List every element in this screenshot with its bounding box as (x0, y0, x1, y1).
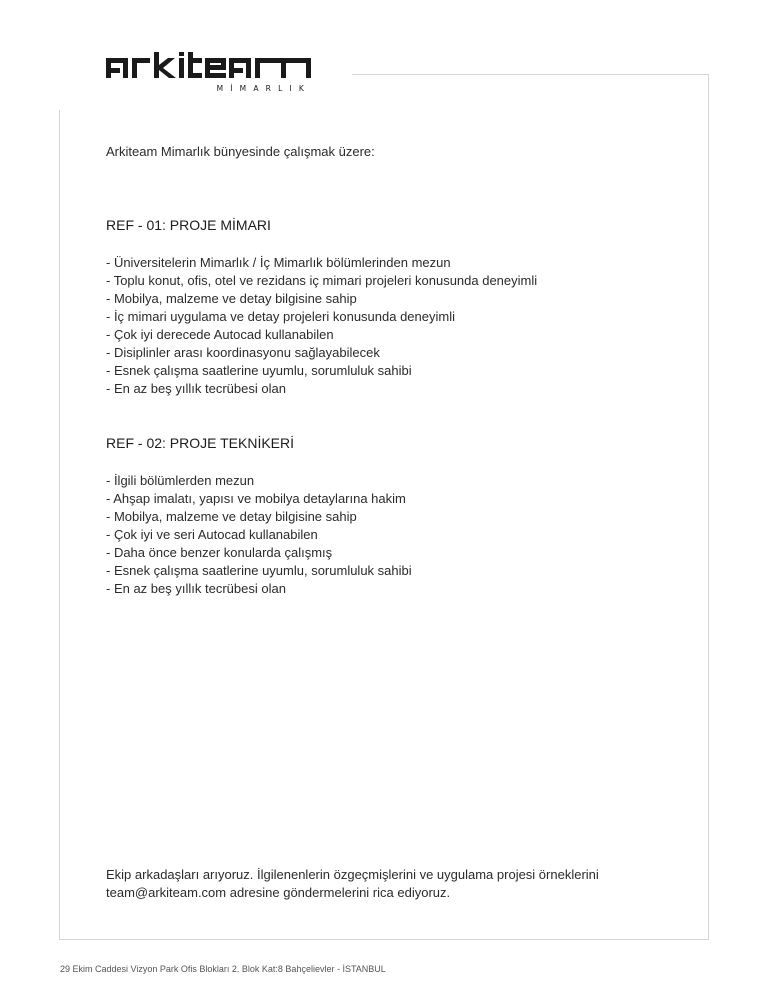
section-title-ref-01: REF - 01: PROJE MİMARI (106, 217, 271, 233)
section-title-ref-02: REF - 02: PROJE TEKNİKERİ (106, 435, 295, 451)
list-item: - Daha önce benzer konularda çalışmış (106, 545, 333, 560)
requirements-list-ref-01 (106, 254, 696, 398)
logo-graphic (106, 52, 316, 94)
list-item: - En az beş yıllık tecrübesi olan (106, 381, 286, 396)
list-item: - Mobilya, malzeme ve detay bilgisine sahip (106, 509, 357, 524)
list-item: - Toplu konut, ofis, otel ve rezidans iç mimari projeleri konusunda deneyimli (106, 273, 538, 288)
list-item: - Disiplinler arası koordinasyonu sağlayabilecek (106, 345, 380, 360)
list-item: - Esnek çalışma saatlerine uyumlu, sorumluluk sahibi (106, 363, 412, 378)
list-item: - Çok iyi ve seri Autocad kullanabilen (106, 527, 318, 542)
requirements-list-ref-02 (106, 472, 696, 598)
list-item: - Üniversitelerin Mimarlık / İç Mimarlık bölümlerinden mezun (106, 255, 451, 270)
list-item: - Ahşap imalatı, yapısı ve mobilya detaylarına hakim (106, 491, 406, 506)
footer-address: 29 Ekim Caddesi Vizyon Park Ofis Blokları 2. Blok Kat:8 Bahçelievler - İSTANBUL (60, 964, 386, 974)
logo-tagline: MİMARLIK (216, 84, 311, 93)
list-item: - İlgili bölümlerden mezun (106, 473, 255, 488)
list-item: - Çok iyi derecede Autocad kullanabilen (106, 327, 334, 342)
company-logo (106, 52, 316, 94)
list-item: - Esnek çalışma saatlerine uyumlu, sorumluluk sahibi (106, 563, 412, 578)
job-posting (106, 143, 696, 598)
intro-text: Arkiteam Mimarlık bünyesinde çalışmak üzere: (106, 144, 375, 159)
closing-line-1: Ekip arkadaşları arıyoruz. İlgilenenlerin özgeçmişlerini ve uygulama projesi örneklerini (106, 867, 599, 882)
list-item: - Mobilya, malzeme ve detay bilgisine sahip (106, 291, 357, 306)
closing-note (106, 866, 696, 902)
closing-line-2: team@arkiteam.com adresine göndermelerini rica ediyoruz. (106, 885, 451, 900)
list-item: - İç mimari uygulama ve detay projeleri konusunda deneyimli (106, 309, 455, 324)
logo-wordmark-shapes (106, 52, 311, 78)
list-item: - En az beş yıllık tecrübesi olan (106, 581, 286, 596)
